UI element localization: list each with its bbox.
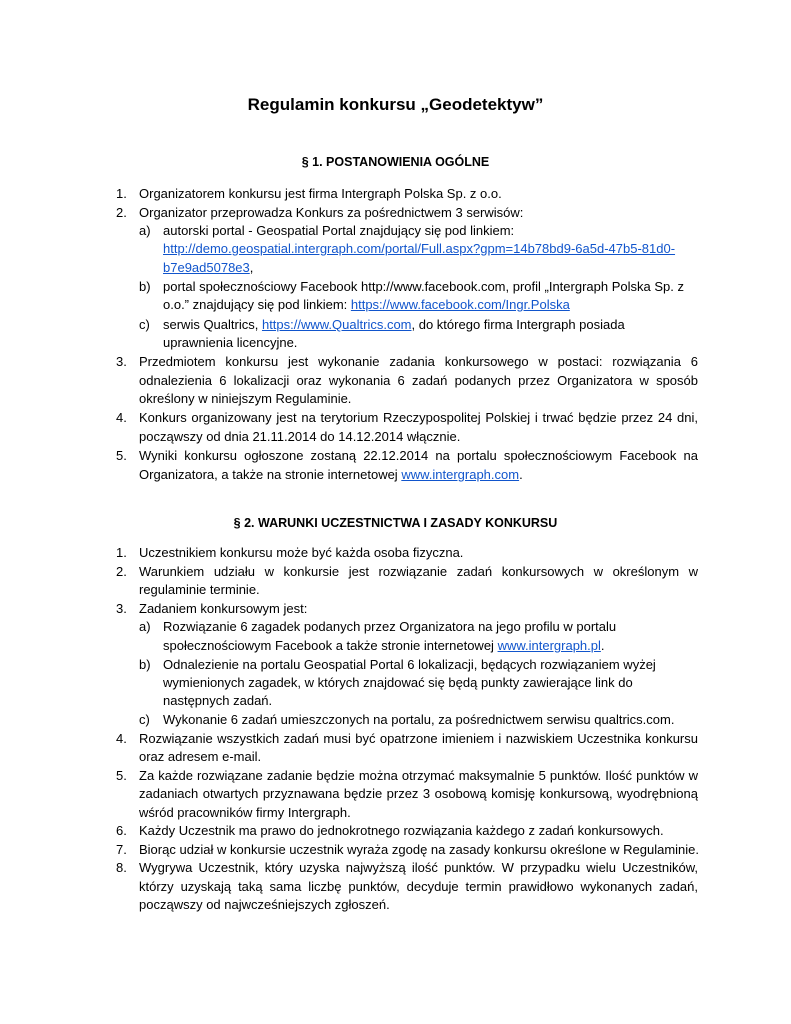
s1-item-2c xyxy=(163,316,625,334)
portal-link-text-2[interactable]: b7e9ad5078e3 xyxy=(163,260,250,275)
item-number: 4. xyxy=(116,410,127,425)
s1-item-2a: autorski portal - Geospatial Portal znajdujący się pod linkiem: xyxy=(163,223,515,238)
s1-item-4: Konkurs organizowany jest na terytorium Rzeczypospolitej Polskiej i trwać będzie przez 24 dni, xyxy=(139,410,698,425)
section-1-heading: § 1. POSTANOWIENIA OGÓLNE xyxy=(301,155,490,169)
item-number: 7. xyxy=(116,842,127,857)
s1-item-2b-text: o.o.” znajdujący się pod linkiem: xyxy=(163,297,351,312)
s2-item-3a: Rozwiązanie 6 zagadek podanych przez Organizatora na jego profilu w portalu xyxy=(163,619,617,634)
s1-item-2c-cont: uprawnienia licencyjne. xyxy=(163,335,298,350)
s2-item-3b: Odnalezienie na portalu Geospatial Portal 6 lokalizacji, będących rozwiązaniem wyżej xyxy=(163,657,656,672)
s1-item-2c-pre: serwis Qualtrics, xyxy=(163,317,262,332)
item-number: 1. xyxy=(116,545,127,560)
item-number: 4. xyxy=(116,731,127,746)
portal-link-cont: b7e9ad5078e3, xyxy=(163,260,254,275)
sub-item-letter: a) xyxy=(139,223,151,238)
s1-item-2b: portal społecznościowy Facebook http://www.facebook.com, profil „Intergraph Polska Sp. z xyxy=(163,279,684,294)
s1-item-2c-post: , do którego firma Intergraph posiada xyxy=(411,317,625,332)
s2-item-4-cont: oraz adresem e-mail. xyxy=(139,749,262,764)
s2-item-2-cont: regulaminie terminie. xyxy=(139,582,260,597)
s2-item-5-cont: zadaniach otwartych przyznawana będzie przez 3 osobową komisję konkursową, wyodrębnioną xyxy=(139,786,698,801)
s2-item-5-cont2: wśród pracowników firmy Intergraph. xyxy=(139,805,351,820)
item-number: 5. xyxy=(116,448,127,463)
s2-item-4: Rozwiązanie wszystkich zadań musi być opatrzone imieniem i nazwiskiem Uczestnika konkursu xyxy=(139,731,698,746)
s2-item-8-cont: którzy uzyskają taką sama liczbę punktów, decyduje termin prawidłowo wykonanych zadań, xyxy=(139,879,698,894)
item-number: 5. xyxy=(116,768,127,783)
sub-item-letter: a) xyxy=(139,619,151,634)
s2-item-5: Za każde rozwiązane zadanie będzie można otrzymać maksymalnie 5 punktów. Ilość punktów w xyxy=(139,768,698,783)
s1-item-4-cont: począwszy od dnia 21.11.2014 do 14.12.2014 włącznie. xyxy=(139,429,461,444)
qualtrics-link[interactable]: https://www.Qualtrics.com xyxy=(261,317,412,332)
item-number: 3. xyxy=(116,354,127,369)
item-number: 2. xyxy=(116,205,127,220)
s1-item-1: Organizatorem konkursu jest firma Intergraph Polska Sp. z o.o. xyxy=(139,186,502,201)
item-number: 1. xyxy=(116,186,127,201)
s1-item-5-cont xyxy=(139,466,523,484)
s2-item-8: Wygrywa Uczestnik, który uzyska najwyższą ilość punktów. W przypadku wielu Uczestników, xyxy=(139,860,698,875)
item-number: 8. xyxy=(116,860,127,875)
document-title: Regulamin konkursu „Geodetektyw” xyxy=(247,95,544,114)
item-number: 3. xyxy=(116,601,127,616)
s2-item-1: Uczestnikiem konkursu może być każda osoba fizyczna. xyxy=(139,545,464,560)
section-2-heading: § 2. WARUNKI UCZESTNICTWA I ZASADY KONKURSU xyxy=(233,516,558,530)
s2-item-3a-post: . xyxy=(600,638,605,653)
item-number: 2. xyxy=(116,564,127,579)
s1-item-3: Przedmiotem konkursu jest wykonanie zadania konkursowego w postaci: rozwiązania 6 xyxy=(139,354,698,369)
s2-item-3a-pre: społecznościowym Facebook a także stronie internetowej xyxy=(163,638,498,653)
s1-item-5-post: . xyxy=(519,467,523,482)
s1-item-5: Wyniki konkursu ogłoszone zostaną 22.12.2014 na portalu społecznościowym Facebook na xyxy=(139,448,698,463)
portal-link-text[interactable]: http://demo.geospatial.intergraph.com/portal/Full.aspx?gpm=14b78bd9-6a5d-47b5-81d0- xyxy=(163,241,676,256)
s2-item-6: Każdy Uczestnik ma prawo do jednokrotnego rozwiązania każdego z zadań konkursowych. xyxy=(139,823,664,838)
s1-item-2b-cont xyxy=(163,296,570,314)
intergraph-com-link[interactable]: www.intergraph.com xyxy=(401,467,520,482)
s2-item-3c: Wykonanie 6 zadań umieszczonych na portalu, za pośrednictwem serwisu qualtrics.com. xyxy=(163,712,675,727)
s1-item-3-cont2: określony w niniejszym Regulaminie. xyxy=(139,391,352,406)
s1-item-5-pre: Organizatora, a także na stronie internetowej xyxy=(139,467,402,482)
s1-item-3-cont: odnalezienia 6 lokalizacji oraz wykonania 6 zadań podanych przez Organizatora w sposób xyxy=(139,373,698,388)
s2-item-8-cont2: począwszy od najwcześniejszych zgłoszeń. xyxy=(139,897,390,912)
s1-item-2: Organizator przeprowadza Konkurs za pośrednictwem 3 serwisów: xyxy=(139,205,524,220)
sub-item-letter: c) xyxy=(139,712,150,727)
sub-item-letter: c) xyxy=(139,317,150,332)
portal-link[interactable] xyxy=(163,240,675,258)
s2-item-3: Zadaniem konkursowym jest: xyxy=(139,601,308,616)
facebook-link[interactable]: https://www.facebook.com/Ingr.Polska xyxy=(350,297,570,312)
sub-item-letter: b) xyxy=(139,657,151,672)
intergraph-pl-link[interactable]: www.intergraph.pl xyxy=(497,638,601,653)
s2-item-3b-cont: wymienionych zagadek, w których znajdować się będą punkty zawierające link do xyxy=(163,675,633,690)
s2-item-3a-cont xyxy=(163,637,605,655)
sub-item-letter: b) xyxy=(139,279,151,294)
s2-item-7: Biorąc udział w konkursie uczestnik wyraża zgodę na zasady konkursu określone w Regulaminie. xyxy=(139,842,699,857)
s2-item-3b-cont2: następnych zadań. xyxy=(163,693,273,708)
item-number: 6. xyxy=(116,823,127,838)
s2-item-2: Warunkiem udziału w konkursie jest rozwiązanie zadań konkursowych w określonym w xyxy=(139,564,698,579)
